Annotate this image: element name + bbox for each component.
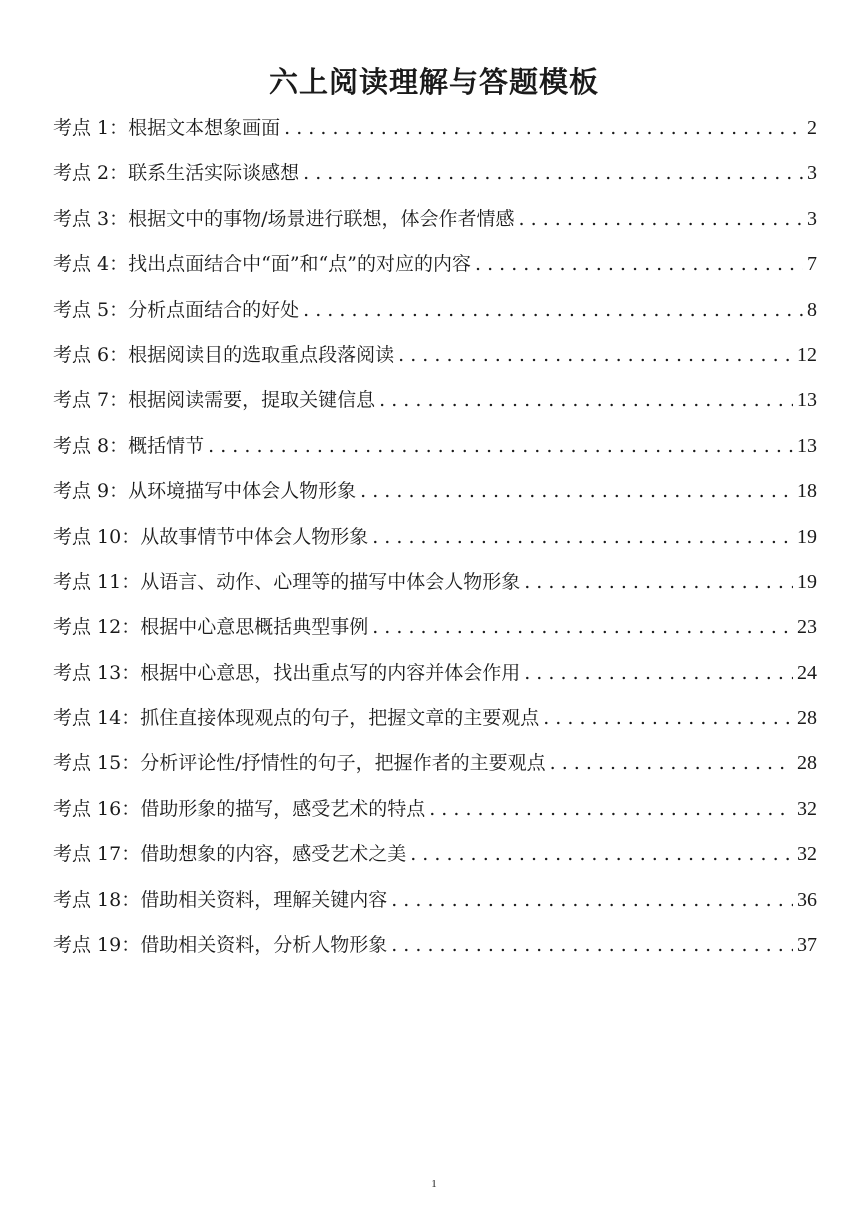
toc-dot-leader [372, 517, 793, 557]
toc-entry-label: 考点 1：根据文本想象画面 [53, 117, 281, 139]
toc-entry-label: 考点 8：概括情节 [53, 434, 205, 457]
toc-dot-leader [475, 244, 803, 284]
toc-entry-page-number: 37 [797, 934, 817, 957]
toc-entry-page-number: 19 [797, 570, 817, 593]
toc-entry-page-number: 13 [797, 434, 817, 457]
toc-entry-page-number: 3 [807, 162, 817, 185]
toc-entry[interactable] [53, 153, 817, 198]
toc-entry-page-number: 24 [797, 661, 817, 684]
toc-entry-label: 考点 18：借助相关资料，理解关键内容 [53, 888, 388, 911]
toc-entry-label: 考点 10：从故事情节中体会人物形象 [53, 525, 369, 548]
toc-entry[interactable] [53, 471, 817, 516]
toc-entry-label: 考点 19：借助相关资料，分析人物形象 [53, 934, 388, 957]
toc-entry-page-number: 19 [797, 525, 817, 548]
toc-dot-leader [208, 426, 793, 466]
toc-entry-label: 考点 4：找出点面结合中“面”和“点”的对应的内容 [53, 253, 471, 276]
toc-entry-label: 考点 3：根据文中的事物/场景进行联想，体会作者情感 [53, 207, 515, 230]
toc-entry-page-number: 28 [797, 752, 817, 775]
toc-entry-label: 考点 9：从环境描写中体会人物形象 [53, 480, 357, 503]
toc-entry-page-number: 2 [807, 117, 817, 139]
toc-dot-leader [391, 880, 793, 920]
toc-entry-label: 考点 13：根据中心意思，找出重点写的内容并体会作用 [53, 661, 521, 684]
toc-dot-leader [524, 562, 793, 602]
toc-entry-label: 考点 16：借助形象的描写，感受艺术的特点 [53, 797, 426, 820]
toc-entry-page-number: 28 [797, 707, 817, 730]
toc-entry-page-number: 32 [797, 843, 817, 866]
toc-entry[interactable] [53, 880, 817, 925]
toc-entry[interactable] [53, 698, 817, 743]
toc-entry[interactable] [53, 380, 817, 425]
toc-entry[interactable] [53, 244, 817, 289]
toc-entry-page-number: 36 [797, 888, 817, 911]
toc-entry[interactable] [53, 517, 817, 562]
toc-entry-label: 考点 7：根据阅读需要，提取关键信息 [53, 389, 376, 412]
toc-dot-leader [524, 653, 793, 693]
toc-entry-label: 考点 17：借助想象的内容，感受艺术之美 [53, 843, 407, 866]
toc-entry[interactable] [53, 562, 817, 607]
toc-entry[interactable] [53, 607, 817, 652]
toc-dot-leader [303, 290, 803, 330]
toc-dot-leader [372, 607, 793, 647]
toc-entry-page-number: 18 [797, 480, 817, 503]
toc-entry-page-number: 13 [797, 389, 817, 412]
toc-entry[interactable] [53, 426, 817, 471]
toc-entry[interactable] [53, 199, 817, 244]
toc-entry[interactable] [53, 653, 817, 698]
toc-dot-leader [284, 108, 803, 148]
page-title: 六上阅读理解与答题模板 [268, 65, 599, 99]
toc-entry-label: 考点 11：从语言、动作、心理等的描写中体会人物形象 [53, 570, 521, 593]
toc-entry-label: 考点 5：分析点面结合的好处 [53, 298, 300, 321]
toc-entry-page-number: 32 [797, 797, 817, 820]
toc-entry-page-number: 23 [797, 616, 817, 639]
toc-entry[interactable] [53, 743, 817, 788]
toc-dot-leader [550, 743, 793, 783]
toc-entry-label: 考点 2：联系生活实际谈感想 [53, 162, 300, 185]
toc-entry-page-number: 12 [797, 343, 817, 366]
toc-dot-leader [398, 335, 793, 375]
toc-entry[interactable] [53, 789, 817, 834]
toc-dot-leader [519, 199, 803, 239]
toc-dot-leader [379, 380, 793, 420]
toc-dot-leader [360, 471, 793, 511]
toc-entry-label: 考点 12：根据中心意思概括典型事例 [53, 616, 369, 639]
toc-entry[interactable] [53, 108, 817, 153]
toc-entry-page-number: 7 [807, 253, 817, 276]
toc-entry[interactable] [53, 834, 817, 879]
page-number: 1 [431, 1178, 437, 1190]
toc-entry[interactable] [53, 290, 817, 335]
table-of-contents [53, 108, 817, 970]
toc-dot-leader [543, 698, 793, 738]
toc-entry-label: 考点 14：抓住直接体现观点的句子，把握文章的主要观点 [53, 707, 540, 730]
toc-dot-leader [410, 834, 793, 874]
toc-dot-leader [391, 925, 793, 965]
toc-dot-leader [303, 153, 803, 193]
toc-entry[interactable] [53, 925, 817, 970]
toc-dot-leader [429, 789, 793, 829]
toc-entry-label: 考点 6：根据阅读目的选取重点段落阅读 [53, 343, 395, 366]
toc-entry-page-number: 8 [807, 298, 817, 321]
toc-entry[interactable] [53, 335, 817, 380]
toc-entry-page-number: 3 [807, 207, 817, 230]
toc-entry-label: 考点 15：分析评论性/抒情性的句子，把握作者的主要观点 [53, 752, 546, 775]
